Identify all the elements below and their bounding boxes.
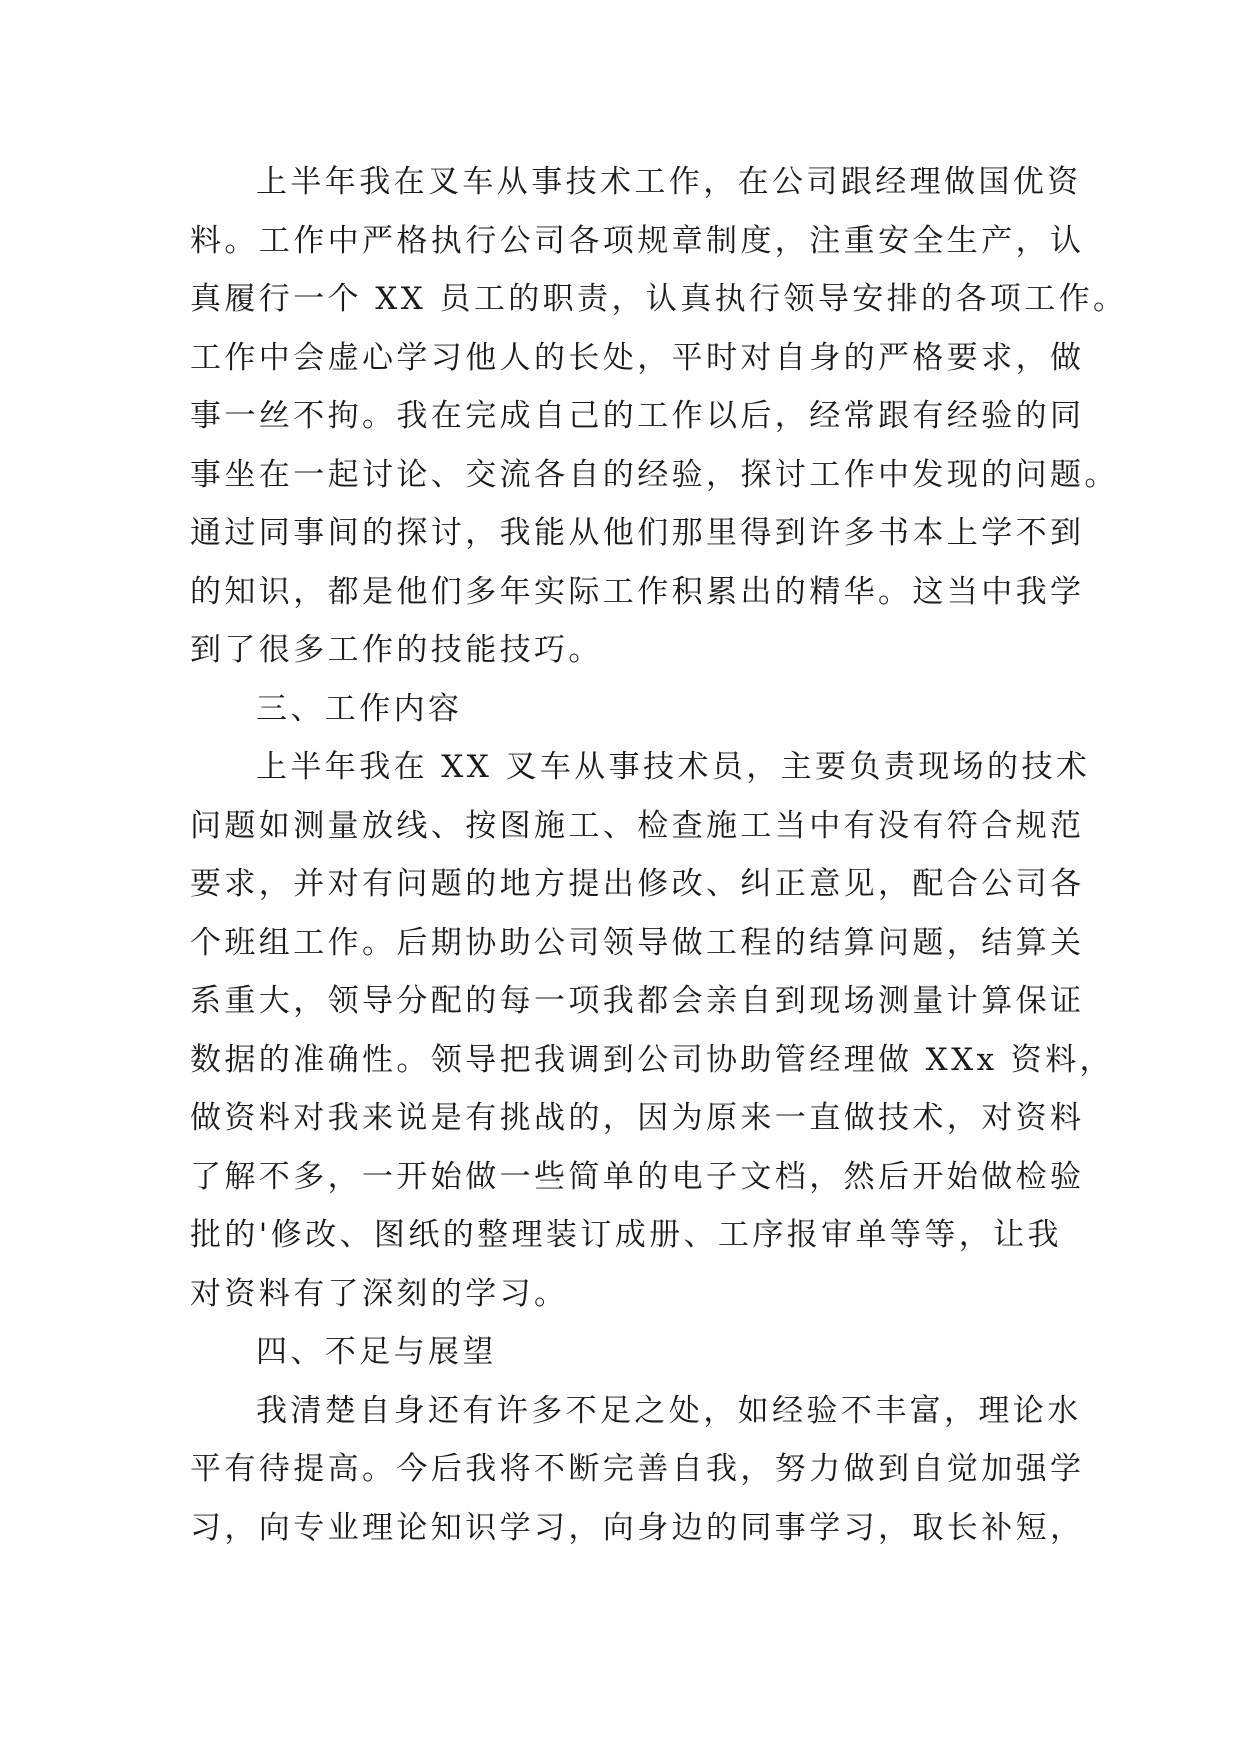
text-line: 上半年我在 XX 叉车从事技术员，主要负责现场的技术 [256,749,1091,785]
text-line: 事一丝不拘。我在完成自己的工作以后，经常跟有经验的同 [190,398,1085,434]
text-line: 四、不足与展望 [256,1334,497,1370]
text-line: 了解不多，一开始做一些简单的电子文档，然后开始做检验 [190,1158,1085,1195]
text-line: 的知识，都是他们多年实际工作积累出的精华。这当中我学 [190,573,1085,610]
text-line: 做资料对我来说是有挑战的，因为原来一直做技术，对资料 [190,1100,1085,1136]
text-line: 数据的准确性。领导把我调到公司协助管经理做 XXx 资料， [190,1041,1114,1078]
document-body [190,153,1128,1557]
text-line: 三、工作内容 [256,690,463,727]
text-line: 真履行一个 XX 员工的职责，认真执行领导安排的各项工作。 [190,281,1128,317]
text-line: 上半年我在叉车从事技术工作，在公司跟经理做国优资 [256,164,1082,200]
text-line: 问题如测量放线、按图施工、检查施工当中有没有符合规范 [190,807,1085,844]
text-line: 工作中会虚心学习他人的长处，平时对自身的严格要求，做 [190,339,1085,376]
text-line: 到了很多工作的技能技巧。 [190,632,603,668]
text-line: 个班组工作。后期协助公司领导做工程的结算问题，结算关 [190,924,1085,961]
text-line: 事坐在一起讨论、交流各自的经验，探讨工作中发现的问题。 [190,456,1119,493]
text-line: 料。工作中严格执行公司各项规章制度，注重安全生产，认 [190,222,1085,259]
text-line: 对资料有了深刻的学习。 [190,1275,569,1312]
text-line: 要求，并对有问题的地方提出修改、纠正意见，配合公司各 [190,866,1085,902]
text-line: 批的'修改、图纸的整理装订成册、工序报审单等等，让我 [190,1217,1062,1253]
text-line: 习，向专业理论知识学习，向身边的同事学习，取长补短， [190,1509,1085,1546]
text-line: 平有待提高。今后我将不断完善自我，努力做到自觉加强学 [190,1451,1085,1487]
text-line: 通过同事间的探讨，我能从他们那里得到许多书本上学不到 [190,515,1085,551]
text-line: 我清楚自身还有许多不足之处，如经验不丰富，理论水 [256,1392,1082,1429]
text-line: 系重大，领导分配的每一项我都会亲自到现场测量计算保证 [190,983,1085,1019]
